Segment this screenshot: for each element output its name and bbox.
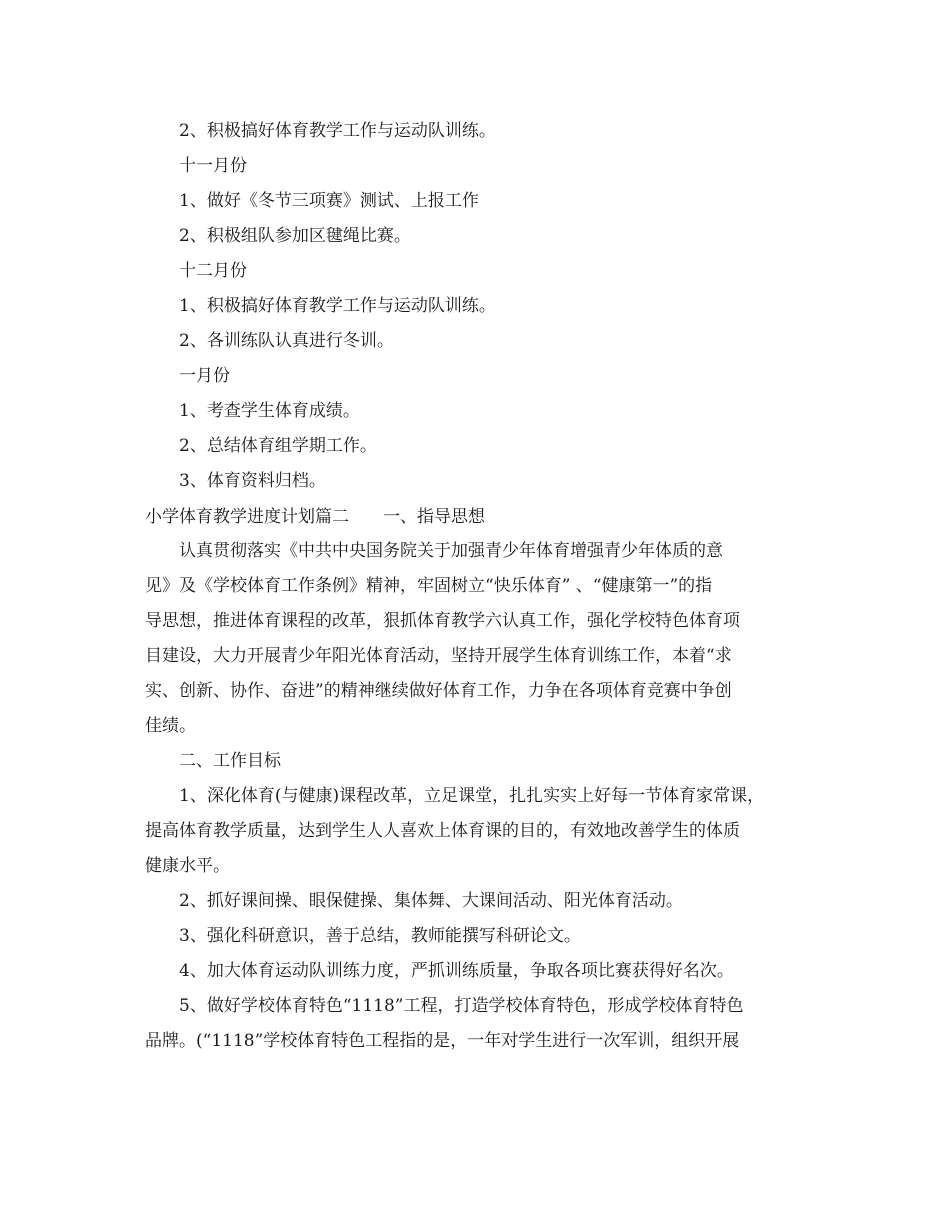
text-line: 3、强化科研意识，善于总结，教师能撰写科研论文。 — [179, 926, 581, 946]
text-line: 1、考查学生体育成绩。 — [179, 401, 360, 421]
paragraph-line: 实、创新、协作、奋进”的精神继续做好体育工作，力争在各项体育竞赛中争创 — [145, 681, 732, 701]
text-line: 2、积极组队参加区毽绳比赛。 — [179, 226, 411, 246]
text-line: 1、做好《冬节三项赛》测试、上报工作 — [179, 191, 479, 211]
text-line: 2、抓好课间操、眼保健操、集体舞、大课间活动、阳光体育活动。 — [179, 891, 683, 911]
month-heading: 十二月份 — [179, 261, 247, 281]
section-heading: 二、工作目标 — [179, 751, 281, 771]
month-heading: 一月份 — [179, 366, 230, 386]
text-line: 2、积极搞好体育教学工作与运动队训练。 — [179, 121, 496, 141]
text-line: 2、各训练队认真进行冬训。 — [179, 331, 394, 351]
text-line: 4、加大体育运动队训练力度，严抓训练质量，争取各项比赛获得好名次。 — [179, 961, 734, 981]
paragraph-line: 认真贯彻落实《中共中央国务院关于加强青少年体育增强青少年体质的意 — [179, 541, 723, 561]
paragraph-line: 提高体育教学质量，达到学生人人喜欢上体育课的目的，有效地改善学生的体质 — [145, 821, 740, 841]
paragraph-line: 健康水平。 — [145, 856, 230, 876]
paragraph-line: 目建设，大力开展青少年阳光体育活动，坚持开展学生体育训练工作，本着“求 — [145, 646, 732, 666]
paragraph-line: 佳绩。 — [145, 716, 196, 736]
text-line: 2、总结体育组学期工作。 — [179, 436, 377, 456]
paragraph-line: 5、做好学校体育特色“1118”工程，打造学校体育特色，形成学校体育特色 — [179, 996, 744, 1016]
text-line: 1、积极搞好体育教学工作与运动队训练。 — [179, 296, 496, 316]
section-title: 小学体育教学进度计划篇二 一、指导思想 — [145, 507, 485, 527]
paragraph-line: 1、深化体育(与健康)课程改革，立足课堂，扎扎实实上好每一节体育家常课， — [179, 786, 765, 806]
paragraph-line: 品牌。(“1118”学校体育特色工程指的是，一年对学生进行一次军训，组织开展 — [145, 1031, 740, 1051]
month-heading: 十一月份 — [179, 156, 247, 176]
text-line: 3、体育资料归档。 — [179, 471, 326, 491]
paragraph-line: 见》及《学校体育工作条例》精神，牢固树立“快乐体育” 、“健康第一”的指 — [145, 576, 713, 596]
paragraph-line: 导思想，推进体育课程的改革，狠抓体育教学六认真工作，强化学校特色体育项 — [145, 611, 740, 631]
